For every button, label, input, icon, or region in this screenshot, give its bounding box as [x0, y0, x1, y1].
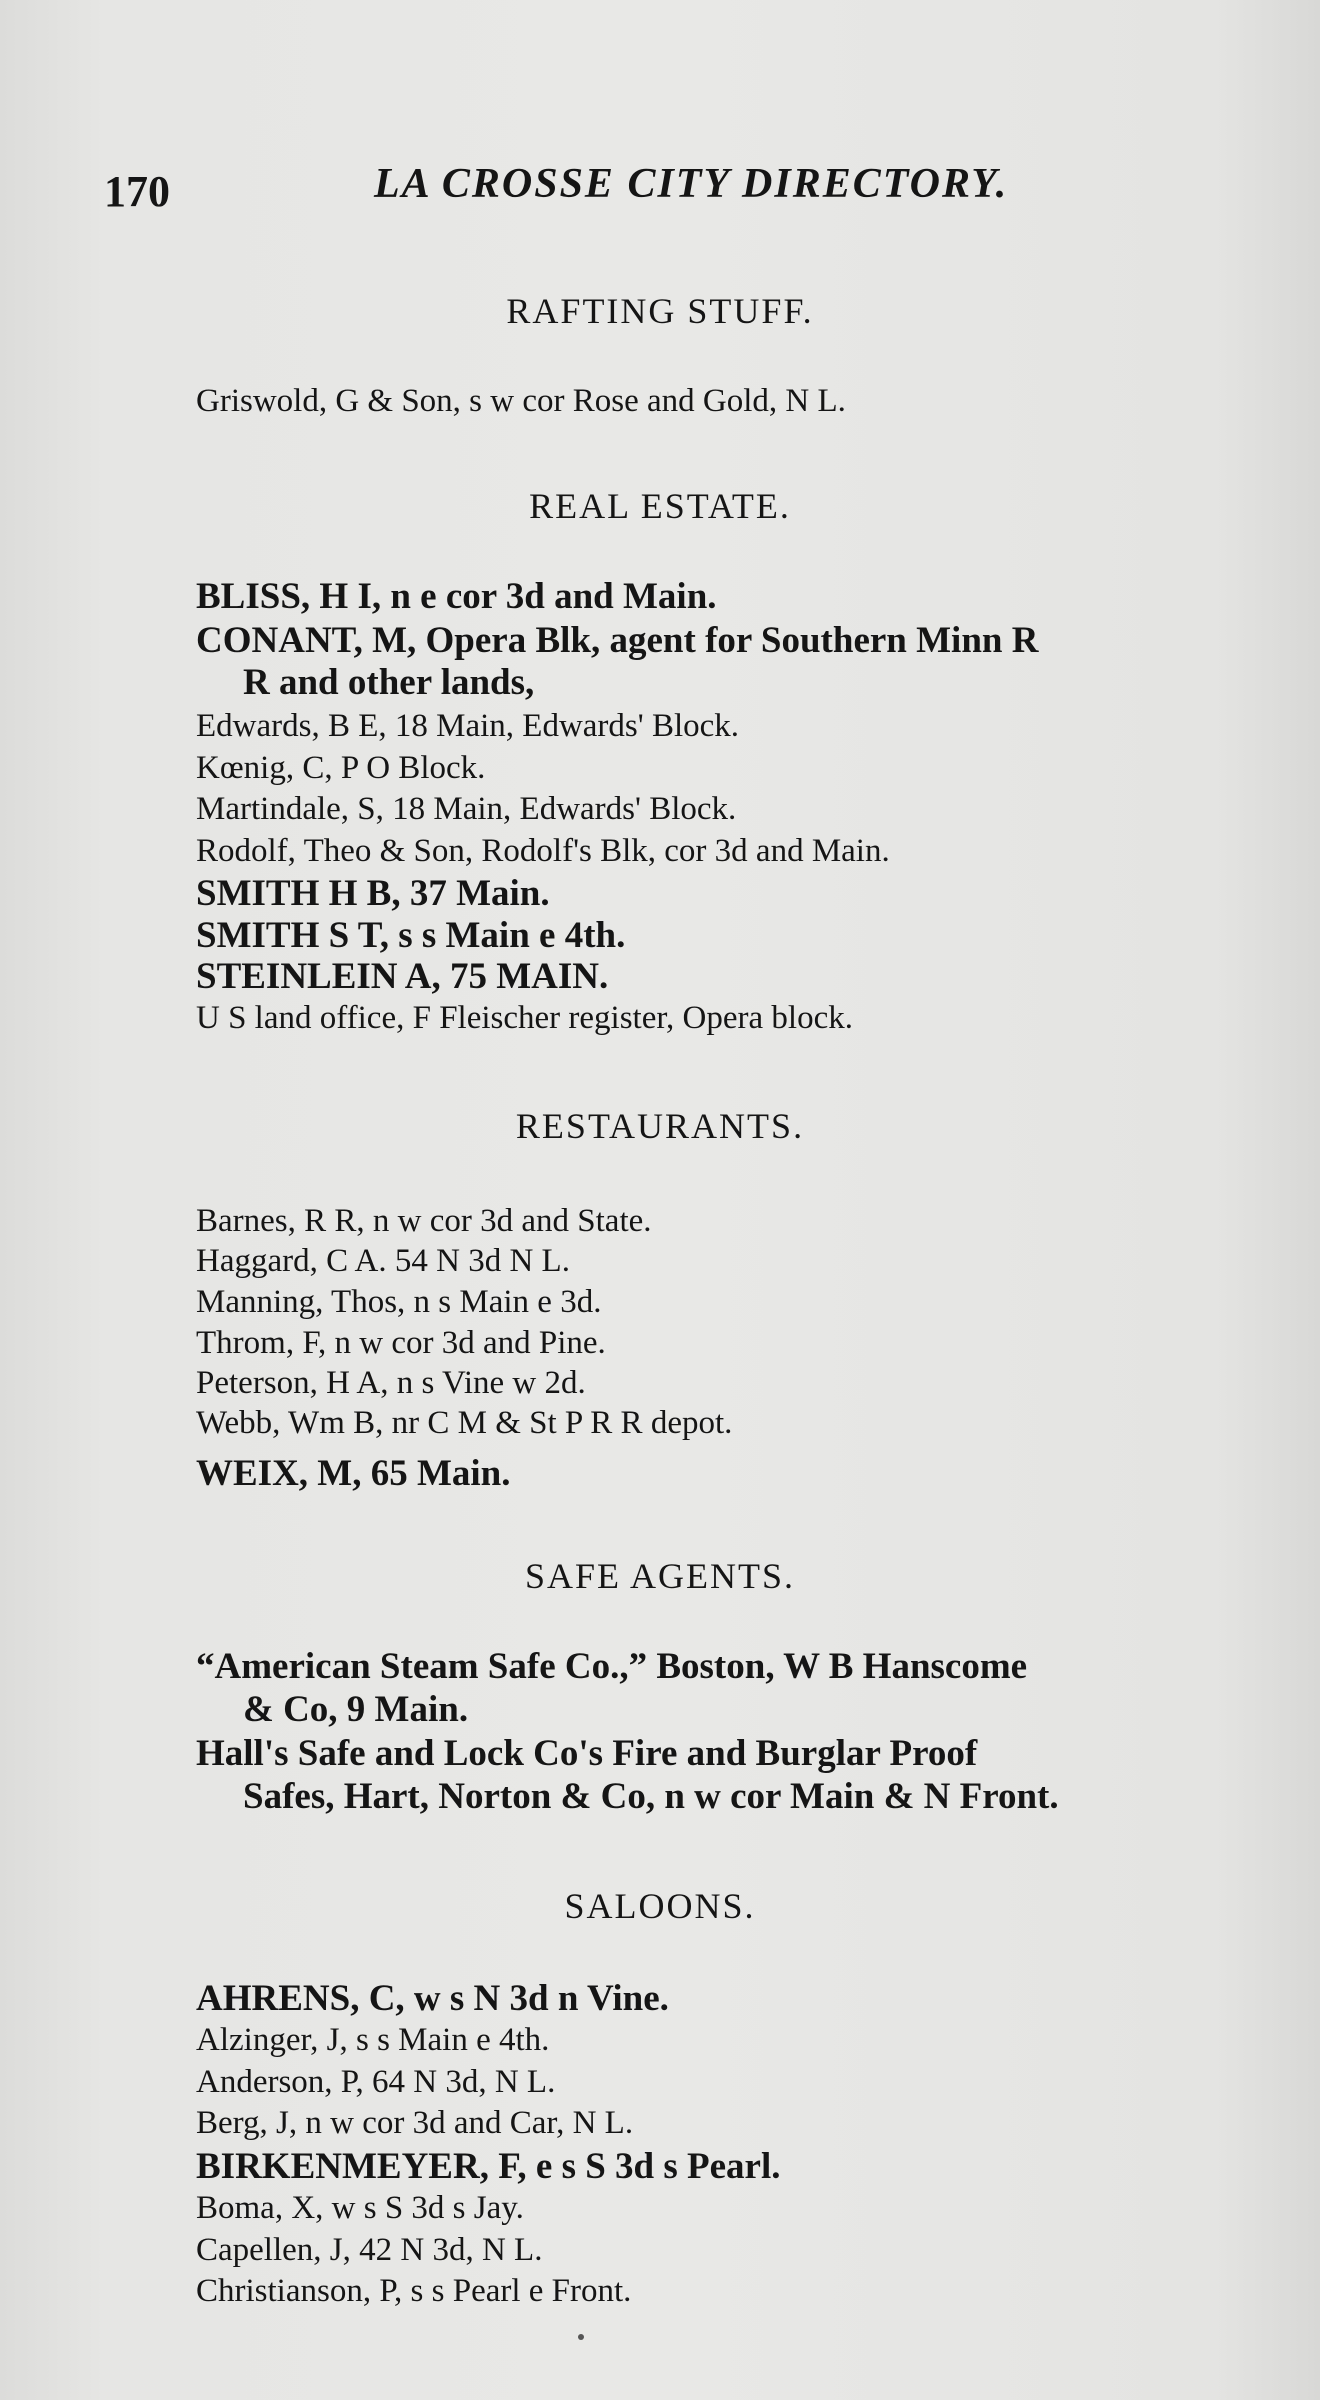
section-heading-saloons: SALOONS.: [564, 1886, 756, 1926]
listing-entry: Christianson, P, s s Pearl e Front.: [196, 2273, 632, 2309]
running-title: LA CROSSE CITY DIRECTORY.: [374, 161, 1009, 207]
listing-entry-continued: R and other lands,: [243, 662, 535, 703]
listing-entry: STEINLEIN A, 75 MAIN.: [196, 956, 609, 997]
listing-entry: “American Steam Safe Co.,” Boston, W B Hanscome: [196, 1646, 1028, 1687]
listing-entry-continued: Safes, Hart, Norton & Co, n w cor Main & N Front.: [243, 1776, 1059, 1817]
listing-entry: Throm, F, n w cor 3d and Pine.: [196, 1325, 606, 1361]
listing-entry: Capellen, J, 42 N 3d, N L.: [196, 2232, 543, 2268]
listing-entry: Webb, Wm B, nr C M & St P R R depot.: [196, 1405, 733, 1441]
section-heading-restaurants: RESTAURANTS.: [515, 1106, 805, 1146]
page-number: 170: [104, 167, 170, 216]
listing-entry-continued: & Co, 9 Main.: [243, 1689, 469, 1730]
section-heading-real-estate: REAL ESTATE.: [529, 486, 791, 526]
listing-entry: Manning, Thos, n s Main e 3d.: [196, 1284, 602, 1320]
listing-entry: CONANT, M, Opera Blk, agent for Southern Minn R: [196, 620, 1039, 661]
listing-entry: Alzinger, J, s s Main e 4th.: [196, 2022, 550, 2058]
listing-entry: U S land office, F Fleischer register, Opera block.: [196, 1000, 853, 1036]
listing-entry: SMITH H B, 37 Main.: [196, 873, 550, 914]
listing-entry: Berg, J, n w cor 3d and Car, N L.: [196, 2105, 634, 2141]
section-heading-rafting-stuff: RAFTING STUFF.: [506, 291, 814, 331]
section-heading-safe-agents: SAFE AGENTS.: [524, 1556, 796, 1596]
listing-entry: Hall's Safe and Lock Co's Fire and Burglar Proof: [196, 1733, 978, 1774]
listing-entry: Rodolf, Theo & Son, Rodolf's Blk, cor 3d and Main.: [196, 833, 890, 869]
listing-entry: BIRKENMEYER, F, e s S 3d s Pearl.: [196, 2146, 781, 2187]
listing-entry: Griswold, G & Son, s w cor Rose and Gold, N L.: [196, 383, 846, 419]
listing-entry: SMITH S T, s s Main e 4th.: [196, 915, 626, 956]
listing-entry: Edwards, B E, 18 Main, Edwards' Block.: [196, 708, 740, 744]
listing-entry: AHRENS, C, w s N 3d n Vine.: [196, 1978, 669, 2019]
listing-entry: Haggard, C A. 54 N 3d N L.: [196, 1243, 570, 1279]
listing-entry: BLISS, H I, n e cor 3d and Main.: [196, 576, 717, 617]
listing-entry: WEIX, M, 65 Main.: [196, 1453, 511, 1494]
page-header: [104, 160, 1234, 220]
listing-entry: Anderson, P, 64 N 3d, N L.: [196, 2064, 556, 2100]
listing-entry: Martindale, S, 18 Main, Edwards' Block.: [196, 791, 737, 827]
print-speck: [578, 2334, 584, 2340]
listing-entry: Boma, X, w s S 3d s Jay.: [196, 2190, 524, 2226]
listing-entry: Peterson, H A, n s Vine w 2d.: [196, 1365, 586, 1401]
listing-entry: Kœnig, C, P O Block.: [196, 750, 486, 786]
listing-entry: Barnes, R R, n w cor 3d and State.: [196, 1203, 652, 1239]
